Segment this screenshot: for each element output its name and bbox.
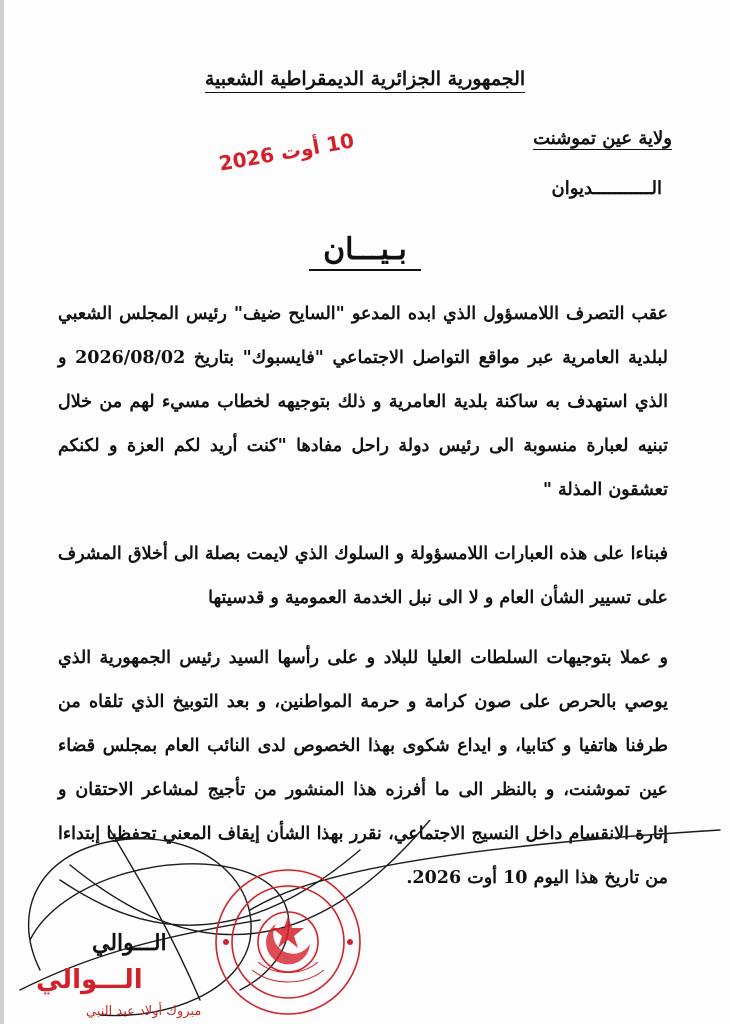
wilaya-name: [533, 128, 672, 149]
wilaya-label: ولاية عين تموشنت: [533, 128, 672, 149]
governor-name: مبروك أولاد عبد النبي: [86, 1004, 202, 1019]
governor-title: الـــوالي: [92, 930, 167, 956]
paragraph-1: عقب التصرف اللامسؤول الذي ابده المدعو "السايح ضيف" رئيس المجلس الشعبي لبلدية العامرية عبر مواقع التواصل الاجتماعي "فايسبوك" بتاريخ 2026/08/02 و الذي استهدف به ساكنة بلدية العامرية و ذلك بتوجيهه لخطاب مسيء لهم من خلال تبنيه لعبارة منسوبة الى رئيس دولة راحل مفادها "كنت أريد لكم العزة و لكنكم تعشقون المذلة ": [58, 304, 668, 500]
paragraph-2: فبناءا على هذه العبارات اللامسؤولة و السلوك الذي لايمت بصلة الى أخلاق المشرف على تسيير الشأن العام و لا الى نبل الخدمة العمومية و قدسيتها: [58, 544, 668, 608]
paragraph-3: و عملا بتوجيهات السلطات العليا للبلاد و على رأسها السيد رئيس الجمهورية الذي يوصي بالحرص على صون كرامة و حرمة المواطنين، و بعد التوبيخ الذي تلقاه من طرفنا هاتفيا و كتابيا، و ايداع شكوى بهذا الخصوص لدى النائب العام بمجلس قضاء عين تموشنت، و بالنظر الى ما أفرزه هذا المنشور من تأجيج لمشاعر الاحتقان و إثارة الانقسام داخل النسيج الاجتماعي، نقرر بهذا الشأن إيقاف المعني تحفظيا إبتداءا من تاريخ هذا اليوم 10 أوت 2026.: [58, 648, 668, 888]
office-label: الـــــــــــديوان: [551, 178, 662, 199]
official-seal: [212, 866, 364, 1018]
republic-header: [0, 68, 730, 90]
governor-stamp: الـــوالي: [36, 965, 143, 995]
republic-name: الجمهورية الجزائرية الديمقراطية الشعبية: [205, 68, 525, 93]
document-title: [0, 232, 730, 267]
date-stamp: 10 أوت 2026: [216, 128, 356, 176]
title-text: بـيـــان: [309, 232, 421, 271]
